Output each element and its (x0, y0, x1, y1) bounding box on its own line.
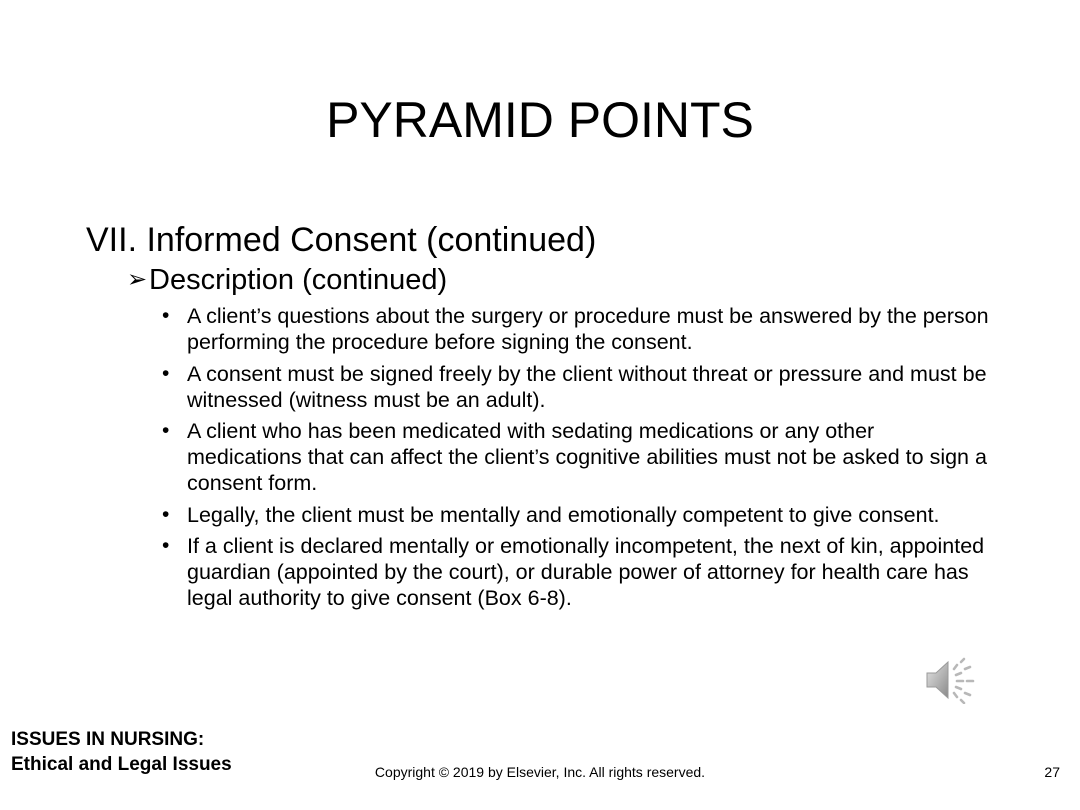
page-number: 27 (1044, 764, 1060, 780)
bullet-text: A consent must be signed freely by the client without threat or pressure and must be witnessed (witness must be an adult). (187, 361, 987, 412)
bullet-dot-icon: • (162, 534, 170, 557)
bullet-item (162, 533, 992, 611)
bullet-text: A client who has been medicated with sedating medications or any other medications that can affect the client’s cognitive abilities must not be asked to sign a consent form. (187, 419, 987, 495)
bullet-text: If a client is declared mentally or emotionally incompetent, the next of kin, appointed guardian (appointed by the court), or durable power of attorney for health care has legal authority to give consent (Box 6-8). (187, 534, 985, 610)
bullet-list (162, 303, 992, 617)
arrow-bullet-icon: ➢ (127, 266, 148, 293)
subsection-heading (127, 262, 447, 298)
bullet-text: Legally, the client must be mentally and emotionally competent to give consent. (187, 502, 940, 527)
copyright-notice: Copyright © 2019 by Elsevier, Inc. All rights reserved. (374, 764, 706, 780)
subsection-heading-text: Description (continued) (149, 264, 448, 296)
bullet-dot-icon: • (162, 502, 170, 526)
bullet-dot-icon: • (162, 361, 170, 385)
book-title-line2: Ethical and Legal Issues (11, 754, 232, 775)
bullet-dot-icon: • (162, 419, 170, 442)
bullet-item (162, 361, 992, 413)
bullet-item (162, 502, 992, 528)
bullet-item (162, 303, 992, 355)
section-heading: VII. Informed Consent (continued) (86, 221, 597, 259)
slide-title: PYRAMID POINTS (326, 92, 754, 148)
bullet-item (162, 418, 992, 496)
speaker-icon[interactable] (924, 656, 976, 704)
book-title-line1: ISSUES IN NURSING: (11, 729, 205, 750)
bullet-dot-icon: • (162, 304, 170, 327)
bullet-text: A client’s questions about the surgery or procedure must be answered by the person performing the procedure before signing the consent. (187, 304, 989, 354)
